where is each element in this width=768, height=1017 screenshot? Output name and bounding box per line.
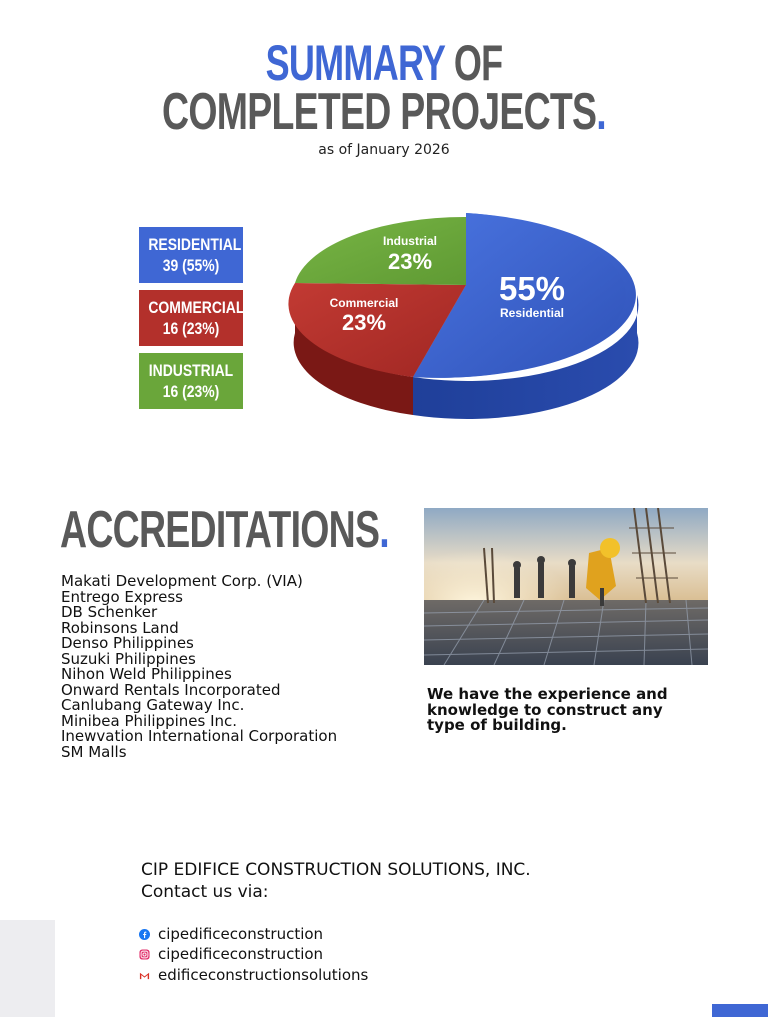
legend-industrial <box>139 353 243 409</box>
accreditations-list <box>61 574 337 760</box>
pie-label-residential-name: Residential <box>499 306 565 320</box>
list-item: Inewvation International Corporation <box>61 727 338 745</box>
legend-residential <box>139 227 243 283</box>
title-dot: . <box>596 83 606 141</box>
list-item: Canlubang Gateway Inc. <box>61 696 245 714</box>
legend-commercial-value: 16 (23%) <box>162 319 220 338</box>
legend-residential-name: RESIDENTIAL <box>148 235 242 254</box>
facebook-handle[interactable]: cipedificeconstruction <box>158 925 324 943</box>
accreditations-heading-dot: . <box>379 501 389 559</box>
legend-residential-value: 39 (55%) <box>162 256 220 275</box>
list-item: Makati Development Corp. (VIA) <box>61 572 303 590</box>
page-title-line1 <box>108 36 661 90</box>
email-handle[interactable]: edificeconstructionsolutions <box>158 966 369 984</box>
legend-industrial-value: 16 (23%) <box>162 382 220 401</box>
decorative-corner-left <box>0 920 55 1017</box>
construction-photo <box>424 508 708 665</box>
list-item: SM Malls <box>61 742 127 761</box>
legend-industrial-name: INDUSTRIAL <box>148 361 234 380</box>
pie-label-commercial-name: Commercial <box>329 296 399 310</box>
list-item: Minibea Philippines Inc. <box>61 711 238 730</box>
contact-label: Contact us via: <box>141 882 269 902</box>
instagram-handle[interactable]: cipedificeconstruction <box>158 945 324 963</box>
pie-label-industrial-pct: 23% <box>387 249 433 274</box>
pie-label-industrial-name: Industrial <box>382 234 437 248</box>
title-completed-projects: COMPLETED PROJECTS <box>162 83 597 141</box>
list-item: Suzuki Philippines <box>61 649 196 668</box>
pie-label-commercial-pct: 23% <box>341 310 387 335</box>
list-item: Entrego Express <box>61 587 183 606</box>
list-item: Onward Rentals Incorporated <box>61 680 281 699</box>
list-item: Denso Philippines <box>61 634 194 652</box>
instagram-icon <box>139 949 150 960</box>
gmail-icon <box>139 970 150 981</box>
facebook-contact[interactable] <box>139 925 323 943</box>
page-subtitle: as of January 2026 <box>318 142 450 158</box>
pie-label-residential-pct: 55% <box>498 270 566 307</box>
legend-commercial <box>139 290 243 346</box>
title-word-summary: SUMMARY <box>265 35 445 91</box>
email-contact[interactable] <box>139 966 368 984</box>
accreditations-heading-text: ACCREDITATIONS <box>60 501 380 559</box>
accreditations-heading <box>60 500 389 560</box>
company-name: CIP EDIFICE CONSTRUCTION SOLUTIONS, INC. <box>141 860 531 880</box>
page-title-line2 <box>108 84 661 140</box>
facebook-icon <box>139 929 150 940</box>
list-item: DB Schenker <box>61 603 158 621</box>
title-word-of: OF <box>453 35 503 91</box>
list-item: Nihon Weld Philippines <box>61 665 232 683</box>
legend-commercial-name: COMMERCIAL <box>148 298 245 317</box>
decorative-corner-right <box>712 1004 768 1017</box>
list-item: Robinsons Land <box>61 618 179 637</box>
instagram-contact[interactable] <box>139 945 323 963</box>
tagline: We have the experience and knowledge to construct any type of building. <box>427 685 668 734</box>
